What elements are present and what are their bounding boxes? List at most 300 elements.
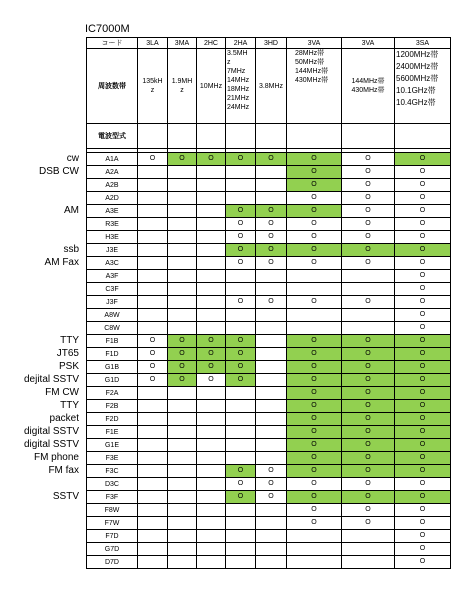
circle-mark: O <box>419 337 426 344</box>
emission-code: F7W <box>87 517 138 530</box>
emission-code: R3E <box>87 218 138 231</box>
empty-cell <box>226 452 256 465</box>
permitted-cell <box>342 257 395 270</box>
circle-mark: O <box>268 233 274 240</box>
circle-mark: O <box>419 311 426 318</box>
emission-code: G7D <box>87 543 138 556</box>
permitted-cell <box>395 296 451 309</box>
emission-row <box>87 257 451 270</box>
mode-label: SSTV <box>52 491 79 502</box>
circle-mark: O <box>419 532 426 539</box>
empty-cell <box>197 124 226 149</box>
circle-mark: O <box>419 376 426 383</box>
circle-mark: O <box>179 363 185 370</box>
emission-type-header: 電波型式 <box>87 124 138 149</box>
empty-cell <box>197 439 226 452</box>
empty-cell <box>168 283 197 296</box>
permitted-cell <box>395 400 451 413</box>
permitted-cell <box>287 374 342 387</box>
empty-cell <box>287 556 342 569</box>
circle-mark: O <box>208 155 214 162</box>
frequency-cell: 1.9MH z <box>168 49 197 124</box>
permitted-cell <box>342 205 395 218</box>
permitted-cell <box>395 517 451 530</box>
frequency-cell: 28MHz帯 50MHz帯 144MHz帯 430MHz帯 <box>287 49 342 124</box>
empty-cell <box>226 504 256 517</box>
emission-row <box>87 530 451 543</box>
permitted-cell <box>256 257 287 270</box>
emission-row <box>87 296 451 309</box>
permitted-cell <box>197 374 226 387</box>
empty-cell <box>138 517 168 530</box>
permitted-cell <box>395 465 451 478</box>
circle-mark: O <box>365 259 371 266</box>
mode-label: packet <box>49 413 79 424</box>
empty-cell <box>138 179 168 192</box>
frequency-cell: 10MHz <box>197 49 226 124</box>
circle-mark: O <box>419 324 426 331</box>
emission-code: C8W <box>87 322 138 335</box>
permitted-cell <box>138 348 168 361</box>
circle-mark: O <box>419 350 426 357</box>
circle-mark: O <box>149 350 156 357</box>
license-class-header: 2HC <box>197 38 226 49</box>
permitted-cell <box>287 335 342 348</box>
emission-row <box>87 309 451 322</box>
emission-row <box>87 478 451 491</box>
permitted-cell <box>256 296 287 309</box>
empty-cell <box>138 166 168 179</box>
permitted-cell <box>342 400 395 413</box>
permitted-cell <box>395 153 451 166</box>
circle-mark: O <box>268 155 274 162</box>
permitted-cell <box>342 504 395 517</box>
circle-mark: O <box>311 194 317 201</box>
permitted-cell <box>287 257 342 270</box>
empty-cell <box>138 400 168 413</box>
emission-code: D7D <box>87 556 138 569</box>
empty-cell <box>256 348 287 361</box>
empty-cell <box>256 270 287 283</box>
empty-cell <box>197 452 226 465</box>
empty-cell <box>342 322 395 335</box>
empty-cell <box>256 556 287 569</box>
circle-mark: O <box>311 415 317 422</box>
emission-row <box>87 556 451 569</box>
empty-cell <box>256 387 287 400</box>
permitted-cell <box>226 153 256 166</box>
mode-label: AM <box>64 205 79 216</box>
circle-mark: O <box>365 246 371 253</box>
permitted-cell <box>342 361 395 374</box>
permitted-cell <box>138 374 168 387</box>
mode-label: TTY <box>60 335 79 346</box>
permitted-cell <box>395 218 451 231</box>
emission-row <box>87 192 451 205</box>
emission-row <box>87 348 451 361</box>
permitted-cell <box>226 478 256 491</box>
empty-cell <box>256 124 287 149</box>
emission-row <box>87 322 451 335</box>
circle-mark: O <box>311 454 317 461</box>
emission-row <box>87 283 451 296</box>
empty-cell <box>197 270 226 283</box>
permitted-cell <box>197 335 226 348</box>
empty-cell <box>197 491 226 504</box>
circle-mark: O <box>365 480 371 487</box>
empty-cell <box>256 426 287 439</box>
permitted-cell <box>342 439 395 452</box>
frequency-cell: 3.5MH z 7MHz 14MHz 18MHz 21MHz 24MHz <box>226 49 256 124</box>
emission-row <box>87 517 451 530</box>
permitted-cell <box>287 452 342 465</box>
circle-mark: O <box>419 363 426 370</box>
empty-cell <box>168 465 197 478</box>
emission-row <box>87 244 451 257</box>
circle-mark: O <box>311 402 317 409</box>
circle-mark: O <box>268 246 274 253</box>
circle-mark: O <box>208 337 214 344</box>
emission-code: G1B <box>87 361 138 374</box>
permitted-cell <box>287 192 342 205</box>
permitted-cell <box>395 166 451 179</box>
circle-mark: O <box>311 389 317 396</box>
circle-mark: O <box>419 194 426 201</box>
empty-cell <box>197 465 226 478</box>
circle-mark: O <box>311 350 317 357</box>
empty-cell <box>168 322 197 335</box>
circle-mark: O <box>311 155 317 162</box>
permitted-cell <box>395 309 451 322</box>
empty-cell <box>256 179 287 192</box>
circle-mark: O <box>268 207 274 214</box>
emission-row <box>87 218 451 231</box>
emission-row <box>87 426 451 439</box>
empty-cell <box>168 478 197 491</box>
circle-mark: O <box>311 493 317 500</box>
empty-cell <box>138 452 168 465</box>
circle-mark: O <box>311 376 317 383</box>
circle-mark: O <box>311 337 317 344</box>
circle-mark: O <box>419 272 426 279</box>
permitted-cell <box>342 387 395 400</box>
empty-cell <box>138 556 168 569</box>
circle-mark: O <box>419 415 426 422</box>
empty-cell <box>342 556 395 569</box>
empty-cell <box>256 413 287 426</box>
circle-mark: O <box>237 220 244 227</box>
empty-cell <box>395 124 451 149</box>
empty-cell <box>168 504 197 517</box>
emission-row <box>87 452 451 465</box>
circle-mark: O <box>179 155 185 162</box>
empty-cell <box>256 322 287 335</box>
circle-mark: O <box>419 493 426 500</box>
empty-cell <box>256 309 287 322</box>
circle-mark: O <box>419 155 426 162</box>
permitted-cell <box>395 361 451 374</box>
circle-mark: O <box>419 428 426 435</box>
empty-cell <box>287 124 342 149</box>
permitted-cell <box>226 465 256 478</box>
permitted-cell <box>256 153 287 166</box>
permitted-cell <box>395 387 451 400</box>
empty-cell <box>168 179 197 192</box>
emission-row <box>87 413 451 426</box>
permitted-cell <box>197 153 226 166</box>
frequency-header: 周波数帯 <box>87 49 138 124</box>
permitted-cell <box>395 179 451 192</box>
emission-code: F1D <box>87 348 138 361</box>
mode-label: digital SSTV <box>23 426 79 437</box>
permitted-cell <box>395 543 451 556</box>
emission-code: H3E <box>87 231 138 244</box>
empty-cell <box>256 543 287 556</box>
empty-cell <box>226 439 256 452</box>
permitted-cell <box>395 491 451 504</box>
circle-mark: O <box>237 207 244 214</box>
permitted-cell <box>395 348 451 361</box>
permitted-cell <box>395 335 451 348</box>
permitted-cell <box>287 205 342 218</box>
circle-mark: O <box>365 493 371 500</box>
license-band-table <box>86 37 451 569</box>
circle-mark: O <box>237 259 244 266</box>
empty-cell <box>256 335 287 348</box>
frequency-row <box>87 49 451 124</box>
circle-mark: O <box>311 363 317 370</box>
circle-mark: O <box>365 506 371 513</box>
permitted-cell <box>287 153 342 166</box>
permitted-cell <box>342 244 395 257</box>
permitted-cell <box>287 465 342 478</box>
permitted-cell <box>287 179 342 192</box>
empty-cell <box>168 530 197 543</box>
permitted-cell <box>226 296 256 309</box>
empty-cell <box>197 504 226 517</box>
permitted-cell <box>226 231 256 244</box>
permitted-cell <box>287 400 342 413</box>
mode-label: FM fax <box>48 465 79 476</box>
emission-row <box>87 491 451 504</box>
circle-mark: O <box>419 246 426 253</box>
circle-mark: O <box>365 337 371 344</box>
circle-mark: O <box>365 454 371 461</box>
permitted-cell <box>287 387 342 400</box>
license-class-header: 3VA <box>287 38 342 49</box>
circle-mark: O <box>237 480 244 487</box>
empty-cell <box>226 283 256 296</box>
mode-label: TTY <box>60 400 79 411</box>
emission-code: F8W <box>87 504 138 517</box>
circle-mark: O <box>237 246 244 253</box>
permitted-cell <box>287 439 342 452</box>
circle-mark: O <box>365 207 371 214</box>
empty-cell <box>168 218 197 231</box>
permitted-cell <box>197 348 226 361</box>
emission-row <box>87 387 451 400</box>
permitted-cell <box>287 231 342 244</box>
permitted-cell <box>395 556 451 569</box>
circle-mark: O <box>149 155 156 162</box>
circle-mark: O <box>268 467 274 474</box>
emission-code: G1E <box>87 439 138 452</box>
permitted-cell <box>226 257 256 270</box>
empty-cell <box>197 179 226 192</box>
empty-cell <box>226 517 256 530</box>
empty-cell <box>138 530 168 543</box>
permitted-cell <box>342 296 395 309</box>
permitted-cell <box>395 205 451 218</box>
emission-code: F3F <box>87 491 138 504</box>
emission-code: A3C <box>87 257 138 270</box>
empty-cell <box>197 400 226 413</box>
permitted-cell <box>342 153 395 166</box>
license-class-header: 3HD <box>256 38 287 49</box>
emission-code: F2D <box>87 413 138 426</box>
emission-type-row <box>87 124 451 149</box>
empty-cell <box>256 361 287 374</box>
empty-cell <box>226 530 256 543</box>
empty-cell <box>168 296 197 309</box>
empty-cell <box>138 231 168 244</box>
empty-cell <box>168 124 197 149</box>
empty-cell <box>342 530 395 543</box>
emission-code: G1D <box>87 374 138 387</box>
permitted-cell <box>226 205 256 218</box>
permitted-cell <box>395 231 451 244</box>
permitted-cell <box>287 491 342 504</box>
emission-code: A1A <box>87 153 138 166</box>
empty-cell <box>226 179 256 192</box>
circle-mark: O <box>311 246 317 253</box>
emission-code: F1E <box>87 426 138 439</box>
empty-cell <box>138 387 168 400</box>
circle-mark: O <box>419 285 426 292</box>
empty-cell <box>226 556 256 569</box>
empty-cell <box>138 205 168 218</box>
empty-cell <box>226 426 256 439</box>
empty-cell <box>168 517 197 530</box>
permitted-cell <box>342 166 395 179</box>
permitted-cell <box>168 374 197 387</box>
circle-mark: O <box>365 363 371 370</box>
empty-cell <box>197 283 226 296</box>
emission-code: F3C <box>87 465 138 478</box>
circle-mark: O <box>365 194 371 201</box>
emission-code: F3E <box>87 452 138 465</box>
empty-cell <box>342 543 395 556</box>
empty-cell <box>138 465 168 478</box>
circle-mark: O <box>419 207 426 214</box>
circle-mark: O <box>268 220 274 227</box>
empty-cell <box>197 517 226 530</box>
circle-mark: O <box>237 337 244 344</box>
code-header: コード <box>87 38 138 49</box>
permitted-cell <box>197 361 226 374</box>
empty-cell <box>342 309 395 322</box>
empty-cell <box>168 439 197 452</box>
emission-code: F2B <box>87 400 138 413</box>
license-class-header: 3MA <box>168 38 197 49</box>
empty-cell <box>168 426 197 439</box>
mode-label: FM CW <box>45 387 79 398</box>
permitted-cell <box>342 478 395 491</box>
empty-cell <box>226 192 256 205</box>
empty-cell <box>226 322 256 335</box>
circle-mark: O <box>419 233 426 240</box>
empty-cell <box>168 309 197 322</box>
circle-mark: O <box>311 467 317 474</box>
empty-cell <box>138 192 168 205</box>
empty-cell <box>168 543 197 556</box>
empty-cell <box>197 387 226 400</box>
license-class-header: 3VA <box>342 38 395 49</box>
emission-code: A2D <box>87 192 138 205</box>
permitted-cell <box>287 296 342 309</box>
empty-cell <box>256 517 287 530</box>
empty-cell <box>197 478 226 491</box>
empty-cell <box>197 426 226 439</box>
permitted-cell <box>138 361 168 374</box>
circle-mark: O <box>311 181 317 188</box>
emission-row <box>87 439 451 452</box>
license-class-header: 3SA <box>395 38 451 49</box>
permitted-cell <box>256 231 287 244</box>
empty-cell <box>168 270 197 283</box>
circle-mark: O <box>419 467 426 474</box>
empty-cell <box>138 478 168 491</box>
empty-cell <box>226 166 256 179</box>
empty-cell <box>342 270 395 283</box>
circle-mark: O <box>365 519 371 526</box>
circle-mark: O <box>419 259 426 266</box>
emission-code: A3E <box>87 205 138 218</box>
empty-cell <box>197 244 226 257</box>
circle-mark: O <box>237 493 244 500</box>
mode-label: DSB CW <box>39 166 79 177</box>
circle-mark: O <box>268 259 274 266</box>
empty-cell <box>287 283 342 296</box>
permitted-cell <box>226 218 256 231</box>
empty-cell <box>138 124 168 149</box>
circle-mark: O <box>268 480 274 487</box>
circle-mark: O <box>419 402 426 409</box>
permitted-cell <box>395 192 451 205</box>
emission-row <box>87 374 451 387</box>
circle-mark: O <box>365 233 371 240</box>
empty-cell <box>197 166 226 179</box>
emission-row <box>87 335 451 348</box>
empty-cell <box>168 491 197 504</box>
empty-cell <box>138 257 168 270</box>
empty-cell <box>197 556 226 569</box>
header-row <box>87 38 451 49</box>
circle-mark: O <box>311 220 317 227</box>
empty-cell <box>168 413 197 426</box>
permitted-cell <box>168 153 197 166</box>
circle-mark: O <box>149 337 156 344</box>
empty-cell <box>256 504 287 517</box>
emission-code: D3C <box>87 478 138 491</box>
empty-cell <box>226 387 256 400</box>
circle-mark: O <box>311 506 317 513</box>
empty-cell <box>197 296 226 309</box>
circle-mark: O <box>237 363 244 370</box>
frequency-cell: 144MHz帯 430MHz帯 <box>342 49 395 124</box>
permitted-cell <box>138 335 168 348</box>
circle-mark: O <box>179 337 185 344</box>
